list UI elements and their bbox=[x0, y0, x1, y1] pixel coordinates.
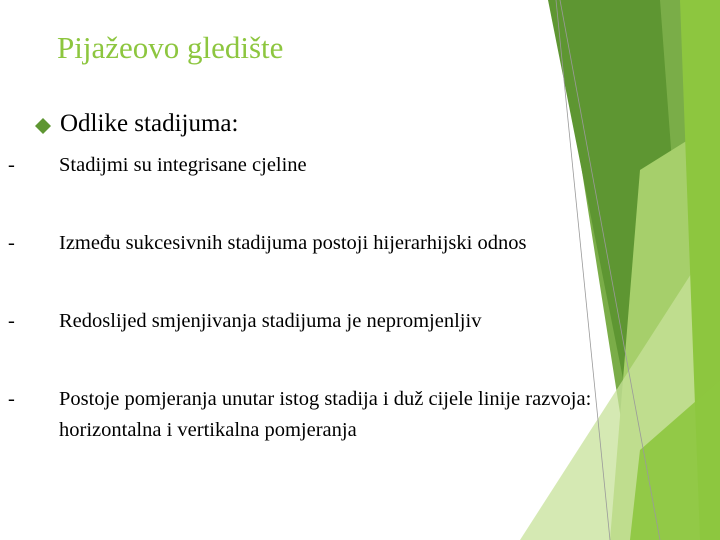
dash-marker: - bbox=[8, 310, 15, 332]
dash-marker: - bbox=[8, 154, 15, 176]
section-heading-text: Odlike stadijuma: bbox=[60, 110, 239, 137]
slide-title: Pijažeovo gledište bbox=[57, 30, 284, 65]
dash-marker: - bbox=[8, 232, 15, 254]
list-item-text: Stadijmi su integrisane cjeline bbox=[59, 154, 307, 176]
dash-marker: - bbox=[8, 388, 15, 410]
diamond-bullet-icon bbox=[34, 117, 52, 135]
list-item-text: Postoje pomjeranja unutar istog stadija i duž cijele linije razvoja: horizontalna i vertikalna pomjeranja bbox=[59, 388, 592, 441]
list-item-text: Između sukcesivnih stadijuma postoji hijerarhijski odnos bbox=[59, 232, 527, 254]
list-item-text: Redoslijed smjenjivanja stadijuma je nepromjenljiv bbox=[59, 310, 482, 332]
